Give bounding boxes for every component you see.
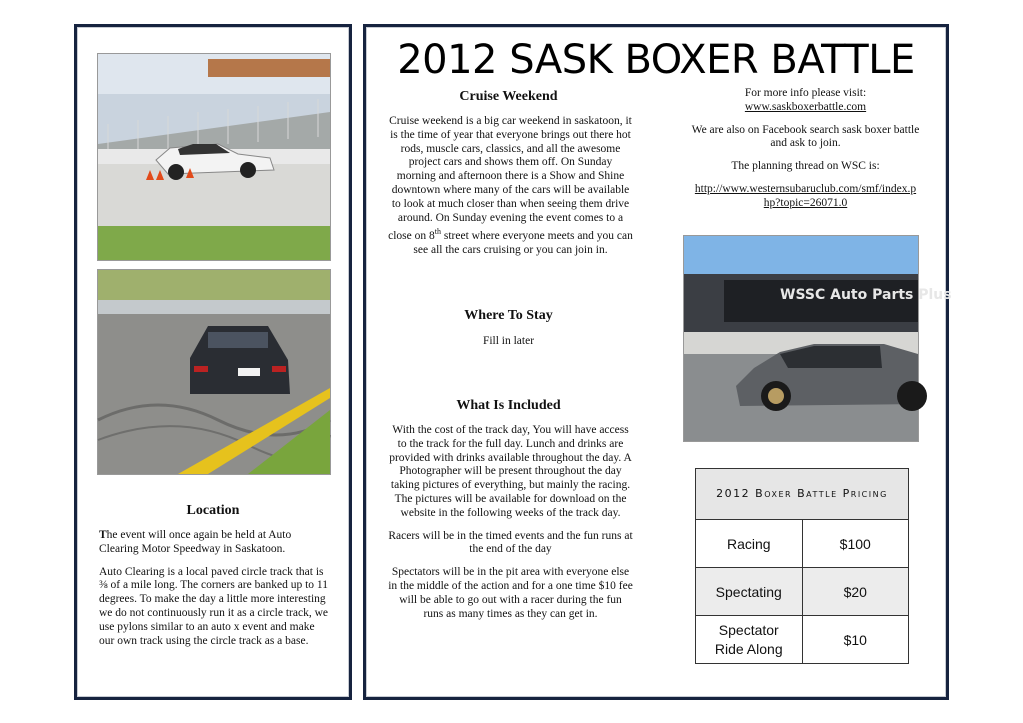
facebook-text: We are also on Facebook search sask boxer battle and ask to join. xyxy=(691,123,920,150)
right-panel xyxy=(363,24,952,700)
cruise-heading: Cruise Weekend xyxy=(459,89,558,104)
track-photo-grey-car xyxy=(683,235,952,442)
cruise-text-part1: Cruise weekend is a big car weekend in saskatoon, it is the time of year that everyone brings out there hot rods, muscle cars, classics, and all the awesome project cars and shows them off. On Sunday morning and afternoon there is a Show and Shine downtown where many of the cars will be available to look at much closer than when seeing them drive around. On Sunday evening the event comes to a close on 8 xyxy=(388,115,632,243)
wsc-label: The planning thread on WSC is: xyxy=(731,160,880,173)
website-link[interactable]: www.saskboxerbattle.com xyxy=(744,100,867,113)
info-line1: For more info please visit: xyxy=(744,87,867,99)
left-panel xyxy=(74,24,352,700)
pricing-row-racing xyxy=(696,520,909,568)
pricing-row-ride-along xyxy=(696,616,909,664)
cruise-text-sup: th xyxy=(434,227,441,237)
pricing-price: $10 xyxy=(802,616,909,664)
included-heading: What Is Included xyxy=(456,398,561,413)
location-text xyxy=(99,529,329,648)
location-heading: Location xyxy=(186,503,240,518)
included-para1: With the cost of the track day, You will have access to the track for the full day. Lunch and drinks are provided with drinks available throughout the day. A Photographer will be present throughout the day taking pictures of everything, but mainly the racing. The pictures will be available for download on the website in the following weeks of the track day. xyxy=(389,424,632,519)
pricing-label: Spectator Ride Along xyxy=(696,616,803,664)
cruise-text xyxy=(388,115,633,258)
banner-text: WSSC Auto Parts Plus xyxy=(780,287,952,303)
included-para3: Spectators will be in the pit area with everyone else in the middle of the action and for a one time $10 fee will be able to go out with a racer during the fun runs as many times as they can get in. xyxy=(388,566,633,620)
page-title: 2012 SASK BOXER BATTLE xyxy=(397,37,915,83)
pricing-table xyxy=(695,468,909,664)
info-block xyxy=(683,87,928,211)
pricing-label: Racing xyxy=(696,520,803,568)
pricing-price: $100 xyxy=(802,520,909,568)
pricing-title: 2012 Boxer Battle Pricing xyxy=(696,469,909,520)
pricing-row-spectating xyxy=(696,568,909,616)
pricing-label: Spectating xyxy=(696,568,803,616)
stay-heading: Where To Stay xyxy=(464,308,553,323)
cruise-text-part2: street where everyone meets and you can see all the cars cruising or you can join in. xyxy=(413,230,633,256)
location-para2: Auto Clearing is a local paved circle track that is ⅜ of a mile long. The corners are banked up to 11 degrees. To make the day a little more interesting we do not continuously run it as a circle track, we use pylons similar to an auto x event and make our own track using the circle track as a base. xyxy=(99,565,328,647)
location-drop-letter: T xyxy=(99,529,107,541)
stay-text: Fill in later xyxy=(482,335,535,347)
location-para1: he event will once again be held at Auto Clearing Motor Speedway in Saskatoon. xyxy=(99,529,292,555)
included-para2: Racers will be in the timed events and the fun runs at the end of the day xyxy=(388,529,633,556)
track-photo-white-car xyxy=(97,53,331,261)
track-photo-dark-car xyxy=(97,269,331,475)
wsc-thread-link[interactable]: http://www.westernsubaruclub.com/smf/index.php?topic=26071.0 xyxy=(694,182,917,209)
pricing-price: $20 xyxy=(802,568,909,616)
included-text xyxy=(388,424,633,621)
